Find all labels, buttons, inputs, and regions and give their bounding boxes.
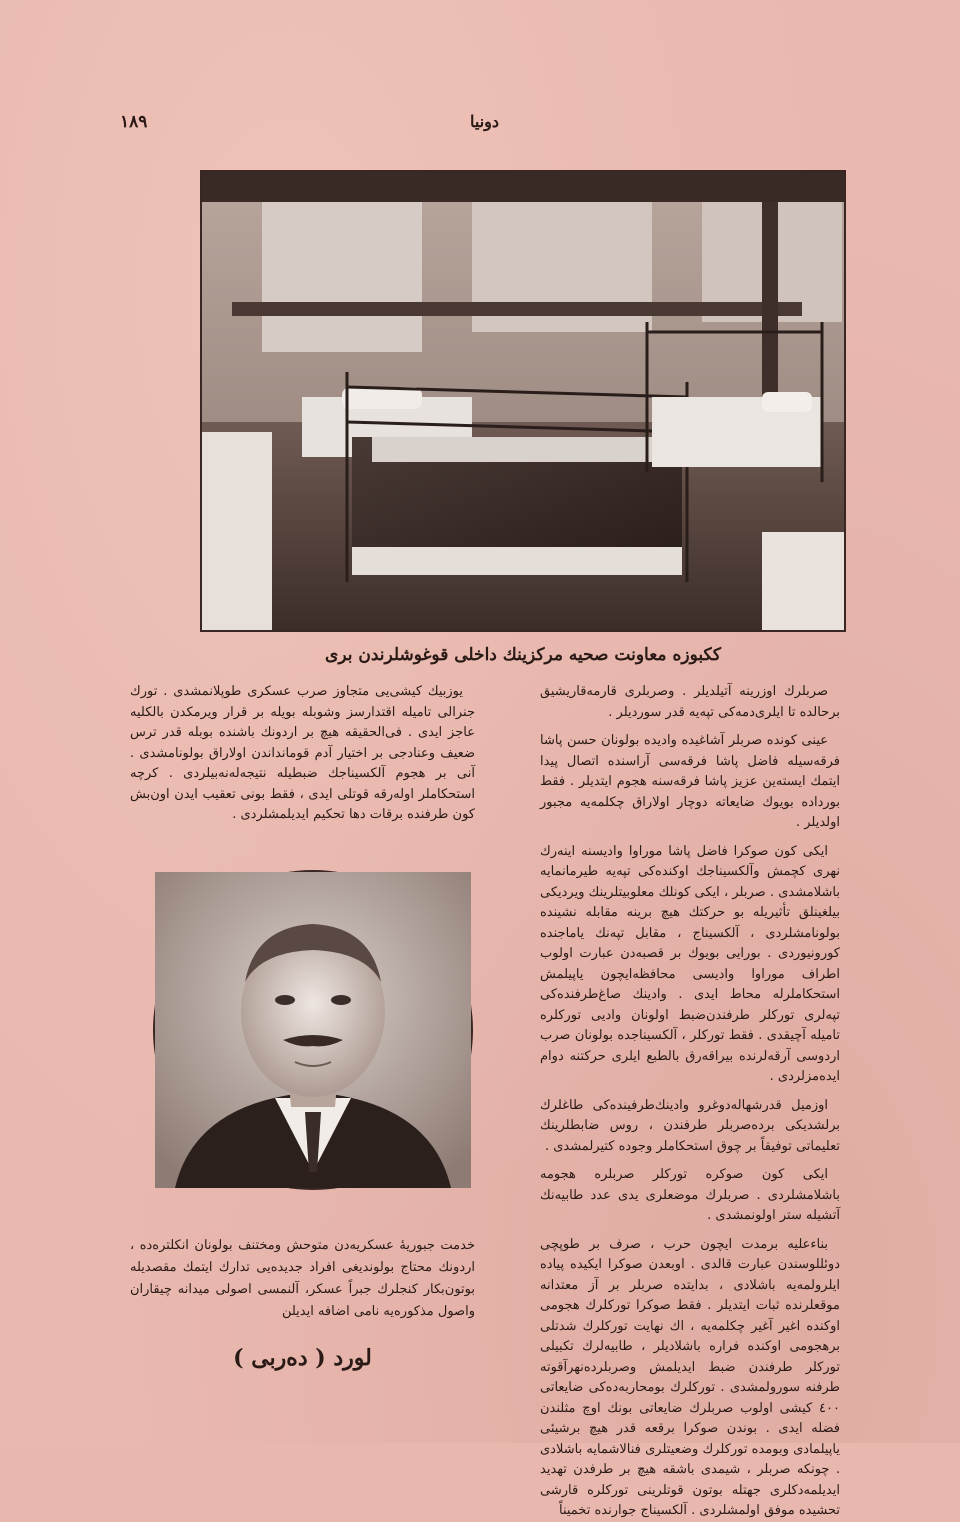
portrait-name: لورد ( ده‌ربی ): [233, 1345, 372, 1371]
journal-name: دونیا: [470, 112, 500, 131]
article-right-column: [540, 682, 840, 1518]
photo-caption: كکبوزه معاونت صحیه مرکزینك داخلی قوغوشلرندن بری: [325, 645, 721, 665]
article-left-column: [130, 682, 475, 852]
paragraph: عینی کونده صربلر آشاغیده وادیده بولونان حسن پاشا فرقه‌سیله فاضل پاشا فرقه‌سی آراسنده اتصال پیدا ایتمك ایسته‌ین عزیز پاشا فرقه‌سنه هجوم ایتدیلر . فقط بورداده بویوك ضایعاته دوچار اولاراق چکلمه‌یه مجبور اولدیلر .: [540, 733, 840, 830]
portrait-photo: [153, 870, 473, 1190]
paragraph: بناءعلیه برمدت ایچون حرب ، صرف بر طوپچی دوئللوسندن عبارت قالدی . اوبعدن صوکرا ایکیده پیاده ایلرولمه‌یه باشلادی ، بدایتده صربلر بر آز معتدانه موقعلرنده ثبات ایتدیلر . فقط صوکرا تورکلرك هجومی اوکنده اغیر آغیر چکلمه‌یه ، اك نهایت تورکلرك شدتلی برهجومی اوکنده فراره باشلادیلر ، طابیه‌لرك تکبیلی تورکلر طرفندن ضبط ایدیلمش وصربلرده‌نهرآقوته طرفنه سورولمشدی . تورکلرك بومحاربه‌ده‌كی ضایعاتی ٤٠٠ کیشی اولوب صربلرك ضایعاتی بونك اوچ مثلندن فضله ایدی . بوندن صوکرا برقعه قدر هیچ برشیئی یاپیلمادی وبومده تورکلرك وضعیتلری فنالاشمایه باشلادی . چونکه صربلر ، شیمدی باشقه هیچ بر طرفدن تهدید ایدیلمه‌دکلری جهتله بوتون قوتلرینی تورکلره قارشی تحشیده موفق اولمشلردی . آلکسیناج جوارنده تخمیناً: [540, 1236, 840, 1518]
hospital-ward-photo: [200, 170, 846, 632]
paragraph: یوزبیك کیشی‌یی متجاوز صرب عسکری طوپلانمشدی . تورك جنرالی تامیله اقتدارسز وشوبله بویله بر قرار ویرمکدن بالکلیه عاجز ایدی . فی‌الحقیقه هیچ بر اردونك باشنده بوبله قدر ترس ضعیف وعنادجی بر اختیار آدم قومانداندن اولاراق بولونامشدی . آنی بر هجوم آلکسیناجك ضبطیله نتیجه‌له‌نه‌بیلردی . کرچه استحکاملر اوله‌رقه قوتلی ایدی ، فقط بونی تعقیب ایدن اون‌بش کون طرفنده برقات دها تحکیم ایدیلمشلردی .: [130, 684, 475, 822]
paragraph: ایکی کون صوکرا فاضل پاشا موراوا وادیسنه اینه‌رك نهری کچمش وآلکسیناجك اوکنده‌كی تپه‌یه طیرمانمایه باشلامشدی . صربلر ، ایکی کونلك معلوبیتلرینك ویردیکی بیلغینلق تأثیریله بو حرکتك هیچ برینه مقابله نشینده بولونامشلردی ، آلکسیناج ، مقابل تپه‌نك یاماجنده کورونیوردی . بورایی بویوك بر قصبه‌دن عبارت اولوب اطراف موراوا وادیسی محافظه‌ایچون یاپیلمش استحکاملرله محاط ایدی . وادینك صاغ‌طرفنده‌كی تپه‌لری تورکلر طرفندن‌ضبط اولونان وادیی تورکلره تامیله آچیقدی . فقط تورکلر ، آلکسیناجده بولونان صرب اردوسی آرقه‌لرنده بیراقه‌رق بالطبع ایلری حرکتنه دوام ایده‌مزلردی .: [540, 843, 840, 1084]
paragraph: صربلرك اوزرینه آتیلدیلر . وصربلری قارمه‌قاریشیق برحالده تا ایلری‌دمه‌كی تپه‌یه قدر سوردیلر .: [540, 684, 840, 720]
page-header: [0, 112, 960, 142]
paragraph: اوزمیل قدرشهاله‌دوغرو وادینك‌طرفینده‌كی طاغلرك برلشدیکی برده‌صربلر طرفندن ، روس ضابطلرینك تعلیماتی توفیقاً بر چوق استحکاملر وجوده کتیرلمشدی .: [540, 1097, 840, 1154]
page-number: ۱۸۹: [120, 112, 148, 132]
portrait-caption: خدمت جبوریهٔ عسکریه‌دن متوحش ومختنف بولونان انکلتره‌ده ، اردونك محتاج بولوندیغی افراد جدیده‌یی تدارك ایتمك مقصدیله بوتون‌بکار کنجلرك جبراً عسکر، آلنمسی اصولی میدانه چیقاران واصول مذکوره‌یه نامی اضافه ایدیلن: [130, 1238, 475, 1319]
paragraph: ایکی کون صوکره تورکلر صربلره هجومه باشلامشلردی . صربلرك موضعلری یدی عدد طابیه‌نك آتشیله ستر اولونمشدی .: [540, 1167, 840, 1223]
